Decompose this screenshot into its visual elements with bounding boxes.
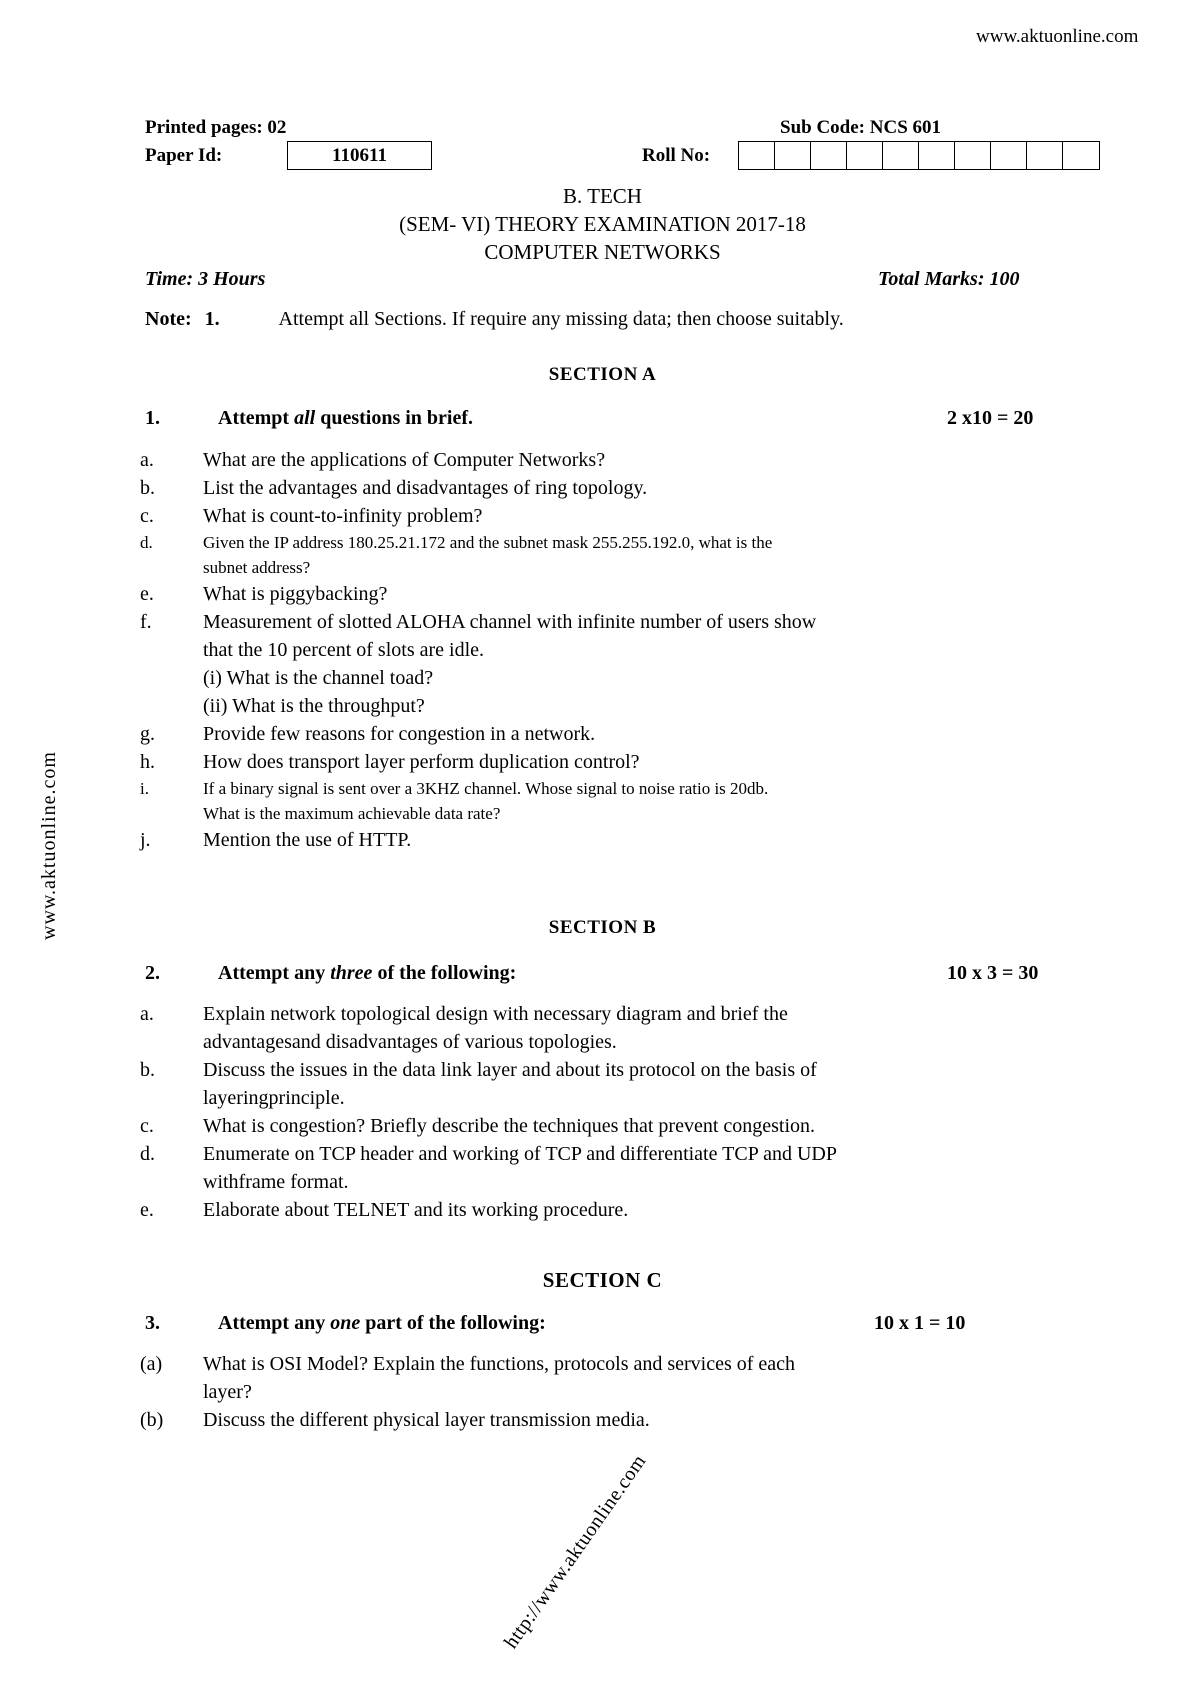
q2-pre: Attempt any: [218, 962, 331, 984]
watermark-vertical: www.aktuonline.com: [38, 751, 60, 940]
q2-item-line: Elaborate about TELNET and its working procedure.: [203, 1199, 629, 1221]
q2-item-line: Discuss the issues in the data link layer and about its protocol on the basis of: [203, 1059, 817, 1081]
q1-instruction: [218, 407, 473, 430]
q2-item-line: Enumerate on TCP header and working of TCP and differentiate TCP and UDP: [203, 1143, 837, 1165]
q2-item-line: What is congestion? Briefly describe the techniques that prevent congestion.: [203, 1115, 816, 1137]
section-b-questions: [140, 1000, 1000, 1224]
paper-id-label: Paper Id:: [145, 145, 223, 166]
roll-no-digit-box[interactable]: [811, 142, 847, 169]
section-b-title: SECTION B: [548, 917, 657, 938]
degree-title: B. TECH: [563, 184, 642, 208]
q1-item: [140, 748, 1000, 776]
q1-item-label: h.: [140, 751, 155, 773]
paper-id-value: 110611: [332, 144, 387, 166]
q1-item-text: [203, 474, 1000, 502]
q3-item-label: (a): [140, 1353, 163, 1375]
q3-item-text: [203, 1406, 1000, 1434]
roll-no-digit-box[interactable]: [919, 142, 955, 169]
paper-id-box: [287, 141, 432, 170]
q3-item: [140, 1406, 1000, 1434]
printed-pages: Printed pages: 02: [145, 117, 287, 138]
q1-item-line: How does transport layer perform duplication control?: [203, 751, 640, 773]
q2-item-text: [203, 1056, 1000, 1112]
exam-title: (SEM- VI) THEORY EXAMINATION 2017-18: [399, 212, 806, 236]
q1-item-text: [203, 446, 1000, 474]
q2-emphasis: three: [330, 962, 373, 984]
q1-item-label: c.: [140, 505, 154, 527]
q1-item-label: f.: [140, 611, 152, 633]
q1-item-label: g.: [140, 723, 155, 745]
q1-item: [140, 720, 1000, 748]
q1-item-line: subnet address?: [203, 558, 311, 577]
q1-item-line: (i) What is the channel toad?: [203, 667, 434, 689]
q1-item: [140, 530, 1000, 580]
q2-item-text: [203, 1196, 1000, 1224]
q1-item: [140, 502, 1000, 530]
roll-no-digit-box[interactable]: [955, 142, 991, 169]
q3-post: part of the following:: [360, 1312, 546, 1334]
time-label: Time: 3 Hours: [145, 268, 266, 290]
q1-item-line: What are the applications of Computer Networks?: [203, 449, 606, 471]
q3-pre: Attempt any: [218, 1312, 331, 1334]
q2-item: [140, 1196, 1000, 1224]
q2-item: [140, 1112, 1000, 1140]
q3-emphasis: one: [330, 1312, 361, 1334]
q1-item-line: that the 10 percent of slots are idle.: [203, 639, 485, 661]
q2-item-line: withframe format.: [203, 1171, 349, 1193]
q2-item-label: d.: [140, 1143, 155, 1165]
q3-item-text: [203, 1350, 1000, 1406]
q1-item-label: d.: [140, 533, 153, 552]
q1-item: [140, 776, 1000, 826]
q1-item-line: Given the IP address 180.25.21.172 and the subnet mask 255.255.192.0, what is the: [203, 533, 773, 552]
q2-item-text: [203, 1000, 1000, 1056]
q3-item-line: Discuss the different physical layer transmission media.: [203, 1409, 650, 1431]
section-a-title: SECTION A: [548, 364, 657, 385]
q3-item-line: layer?: [203, 1381, 252, 1403]
roll-no-digit-box[interactable]: [991, 142, 1027, 169]
roll-no-digit-box[interactable]: [739, 142, 775, 169]
q2-item-label: a.: [140, 1003, 154, 1025]
q1-item-text: [203, 580, 1000, 608]
q1-item-line: What is piggybacking?: [203, 583, 388, 605]
q2-item-line: layeringprinciple.: [203, 1087, 345, 1109]
roll-no-digit-box[interactable]: [775, 142, 811, 169]
q1-item: [140, 580, 1000, 608]
q1-item: [140, 474, 1000, 502]
q2-instruction: [218, 962, 516, 985]
q2-item-line: Explain network topological design with necessary diagram and brief the: [203, 1003, 788, 1025]
q1-item-label: a.: [140, 449, 154, 471]
q3-item-label: (b): [140, 1409, 164, 1431]
q3-number: 3.: [145, 1312, 160, 1334]
q1-item-label: i.: [140, 779, 149, 798]
q1-item: [140, 608, 1000, 720]
q2-marks: 10 x 3 = 30: [947, 962, 1039, 984]
note-number: 1.: [204, 308, 220, 330]
roll-no-digit-box[interactable]: [847, 142, 883, 169]
note: [145, 308, 844, 331]
q1-item-line: (ii) What is the throughput?: [203, 695, 425, 717]
q1-number: 1.: [145, 407, 160, 429]
section-c-questions: [140, 1350, 1000, 1434]
q2-item-text: [203, 1112, 1000, 1140]
q1-pre: Attempt: [218, 407, 295, 429]
q2-number: 2.: [145, 962, 160, 984]
watermark-diagonal: http://www.aktuonline.com: [500, 1450, 651, 1653]
q1-item: [140, 446, 1000, 474]
note-text: Attempt all Sections. If require any missing data; then choose suitably.: [278, 308, 844, 330]
q1-item-line: If a binary signal is sent over a 3KHZ channel. Whose signal to noise ratio is 20db.: [203, 779, 769, 798]
q1-item-label: b.: [140, 477, 155, 499]
q1-item: [140, 826, 1000, 854]
q3-marks: 10 x 1 = 10: [874, 1312, 966, 1334]
subject-title: COMPUTER NETWORKS: [484, 240, 721, 264]
roll-no-digit-box[interactable]: [1027, 142, 1063, 169]
q1-item-line: Mention the use of HTTP.: [203, 829, 412, 851]
q1-item-text: [203, 608, 1000, 720]
q3-item-line: What is OSI Model? Explain the functions, protocols and services of each: [203, 1353, 796, 1375]
q1-item-text: [203, 776, 1000, 826]
roll-no-digit-box[interactable]: [1063, 142, 1099, 169]
q1-post: questions in brief.: [315, 407, 474, 429]
roll-no-boxes[interactable]: [738, 141, 1100, 170]
section-a-questions: [140, 446, 1000, 854]
q2-item: [140, 1140, 1000, 1196]
q2-item-line: advantagesand disadvantages of various topologies.: [203, 1031, 617, 1053]
q2-post: of the following:: [372, 962, 517, 984]
q1-marks: 2 x10 = 20: [947, 407, 1034, 429]
q1-item-line: What is count-to-infinity problem?: [203, 505, 483, 527]
q1-item-text: [203, 748, 1000, 776]
q2-item-label: c.: [140, 1115, 154, 1137]
q1-item-line: Measurement of slotted ALOHA channel with infinite number of users show: [203, 611, 817, 633]
q1-item-text: [203, 530, 1000, 580]
site-url-top: www.aktuonline.com: [976, 26, 1139, 47]
q1-item-text: [203, 502, 1000, 530]
section-c-title: SECTION C: [542, 1268, 663, 1292]
roll-no-label: Roll No:: [642, 145, 711, 166]
sub-code: Sub Code: NCS 601: [780, 117, 942, 138]
q2-item-label: e.: [140, 1199, 154, 1221]
q1-item-label: j.: [140, 829, 151, 851]
q1-item-label: e.: [140, 583, 154, 605]
q1-item-text: [203, 720, 1000, 748]
total-marks: Total Marks: 100: [878, 268, 1020, 290]
q2-item: [140, 1000, 1000, 1056]
note-label: Note:: [145, 308, 192, 330]
q1-item-line: What is the maximum achievable data rate?: [203, 804, 501, 823]
q1-emphasis: all: [294, 407, 316, 429]
q1-item-text: [203, 826, 1000, 854]
q2-item-label: b.: [140, 1059, 155, 1081]
q3-instruction: [218, 1312, 546, 1335]
q1-item-line: List the advantages and disadvantages of ring topology.: [203, 477, 648, 499]
q2-item-text: [203, 1140, 1000, 1196]
q2-item: [140, 1056, 1000, 1112]
roll-no-digit-box[interactable]: [883, 142, 919, 169]
q1-item-line: Provide few reasons for congestion in a network.: [203, 723, 596, 745]
q3-item: [140, 1350, 1000, 1406]
